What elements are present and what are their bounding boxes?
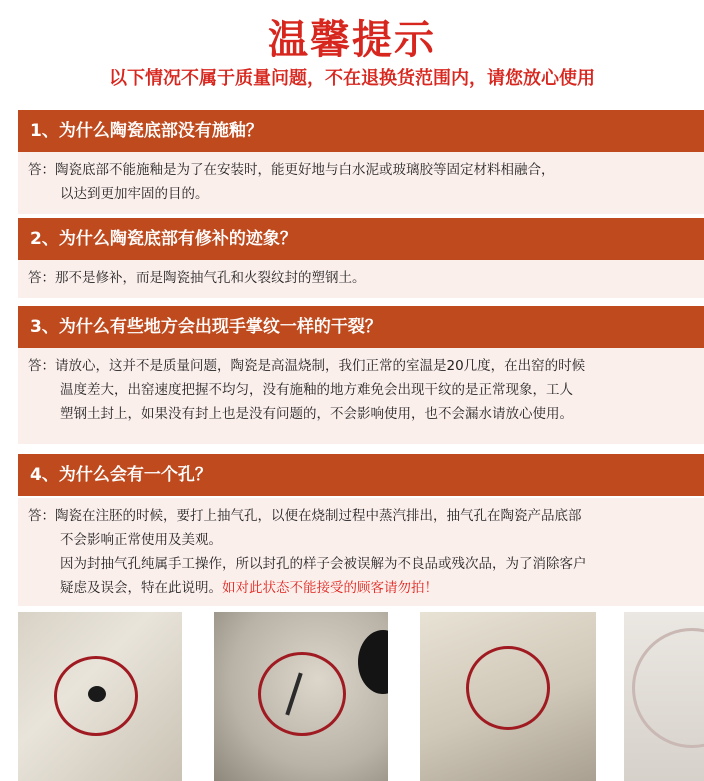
question-4-header: 4、为什么会有一个孔？ bbox=[18, 454, 704, 496]
photo-partial bbox=[624, 612, 704, 781]
answer-1-line-1: 答：陶瓷底部不能施釉是为了在安装时，能更好地与白水泥或玻璃胶等固定材料相融合， bbox=[28, 162, 555, 178]
page-title: 温馨提示 bbox=[268, 17, 436, 63]
answer-4 bbox=[18, 498, 704, 606]
photo-seal bbox=[420, 612, 596, 781]
answer-4-line-4-text: 疑虑及误会，特在此说明。 bbox=[60, 580, 222, 596]
answer-3 bbox=[18, 348, 704, 444]
highlight-circle bbox=[632, 628, 704, 748]
photo-hole bbox=[18, 612, 182, 781]
warning-text: 如对此状态不能接受的顾客请勿拍！ bbox=[222, 580, 438, 596]
answer-3-line-1: 答：请放心，这并不是质量问题，陶瓷是高温烧制，我们正常的室温是20几度，在出窑的时候 bbox=[28, 358, 586, 374]
photo-crack bbox=[214, 612, 388, 781]
answer-3-line-2: 温度差大，出窑速度把握不均匀，没有施釉的地方难免会出现干纹的是正常现象，工人 bbox=[60, 382, 573, 398]
hole-mark bbox=[88, 686, 106, 702]
answer-4-line-4 bbox=[28, 576, 704, 600]
highlight-circle bbox=[258, 652, 346, 736]
answer-2-line-1: 答：那不是修补，而是陶瓷抽气孔和火裂纹封的塑钢土。 bbox=[28, 270, 366, 286]
highlight-circle bbox=[466, 646, 550, 730]
question-3-header: 3、为什么有些地方会出现手掌纹一样的干裂？ bbox=[18, 306, 704, 348]
answer-1 bbox=[18, 152, 704, 214]
answer-2 bbox=[18, 260, 704, 298]
photo-strip bbox=[18, 612, 704, 781]
answer-4-line-2: 不会影响正常使用及美观。 bbox=[60, 532, 222, 548]
page-subtitle: 以下情况不属于质量问题，不在退换货范围内，请您放心使用 bbox=[109, 68, 595, 89]
answer-4-line-1: 答：陶瓷在注胚的时候，要打上抽气孔，以便在烧制过程中蒸汽排出，抽气孔在陶瓷产品底部 bbox=[28, 508, 582, 524]
drain-hole bbox=[358, 630, 388, 694]
question-1-header: 1、为什么陶瓷底部没有施釉？ bbox=[18, 110, 704, 152]
answer-4-line-3: 因为封抽气孔纯属手工操作，所以封孔的样子会被误解为不良品或残次品，为了消除客户 bbox=[60, 556, 587, 572]
answer-3-line-3: 塑钢土封上，如果没有封上也是没有问题的，不会影响使用，也不会漏水请放心使用。 bbox=[60, 406, 573, 422]
answer-1-line-2: 以达到更加牢固的目的。 bbox=[60, 186, 209, 202]
question-2-header: 2、为什么陶瓷底部有修补的迹象？ bbox=[18, 218, 704, 260]
